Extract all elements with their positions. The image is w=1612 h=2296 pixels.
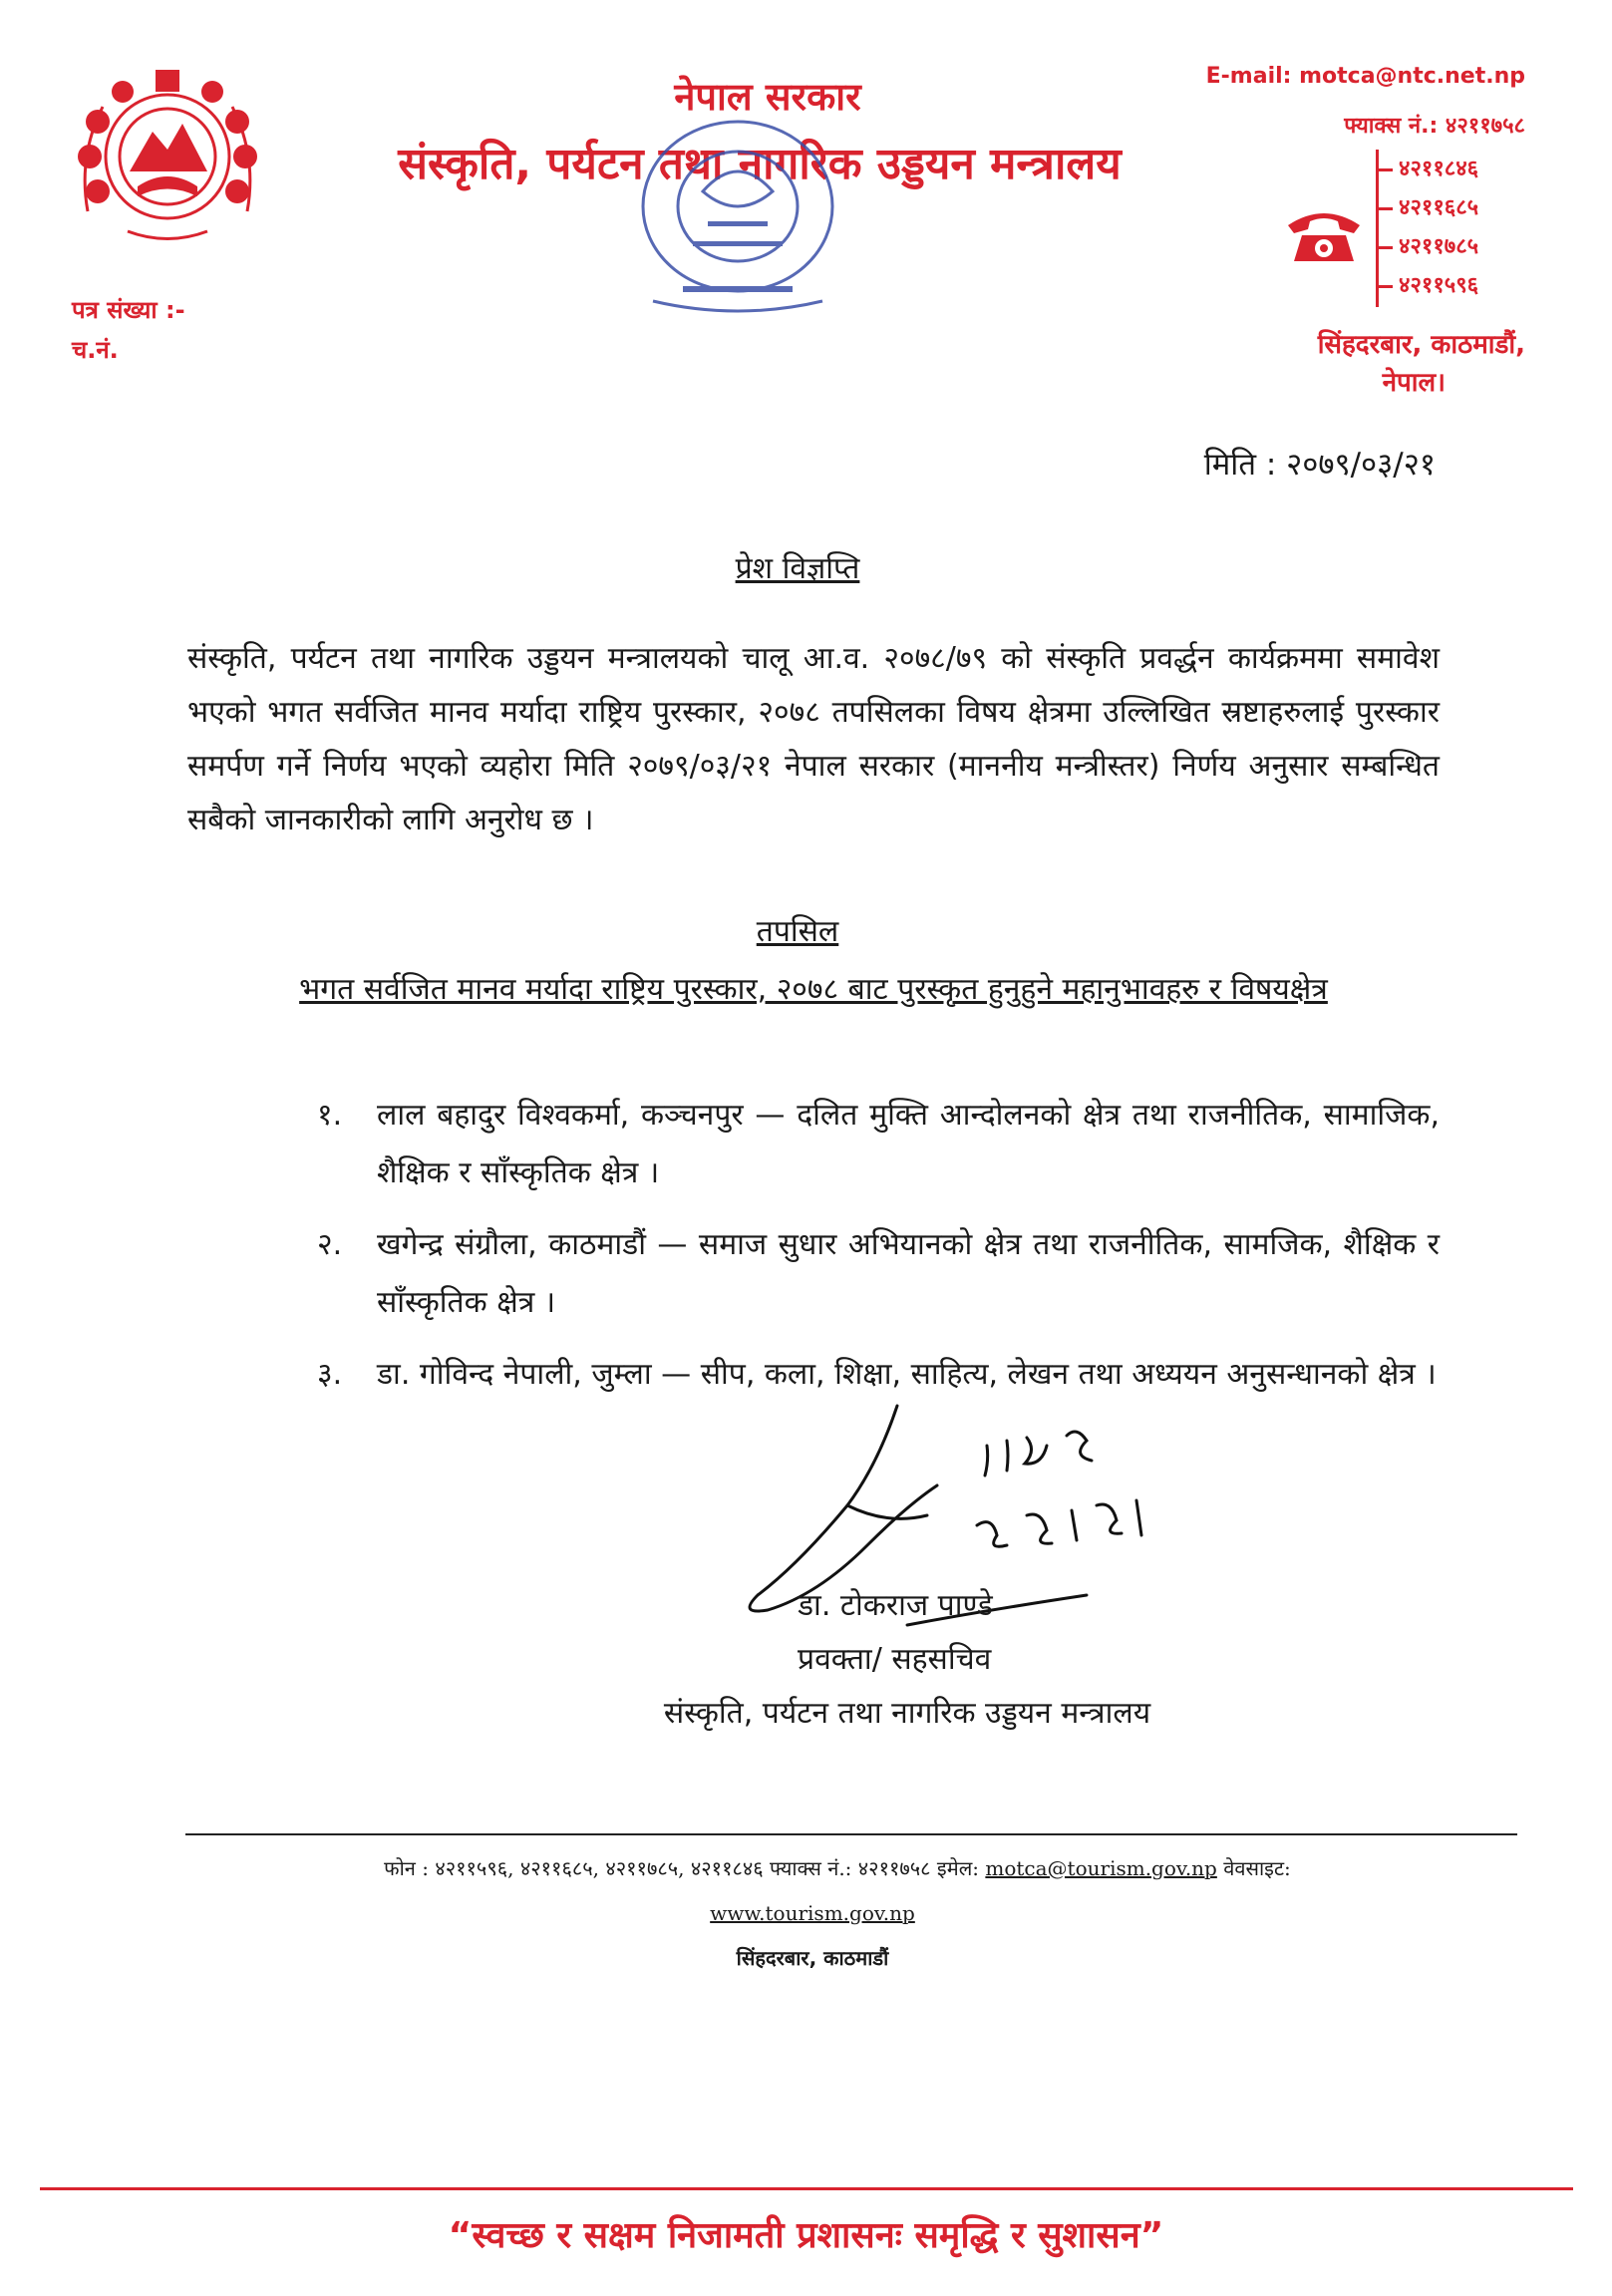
list-item-number: ३. xyxy=(317,1357,343,1392)
dispatch-number-label: च.नं. xyxy=(72,336,119,364)
ministry-name: संस्कृति, पर्यटन तथा नागरिक उड्डयन मन्त्रालय xyxy=(398,139,1122,189)
ministry-seal-icon xyxy=(613,112,862,331)
list-item-text: खगेन्द्र संग्रौला, काठमाडौं — समाज सुधार अभियानको क्षेत्र तथा राजनीतिक, सामजिक, शैक्षिक र साँस्कृतिक क्षेत्र । xyxy=(377,1227,1440,1320)
signer-post: प्रवक्ता/ सहसचिव xyxy=(798,1642,992,1677)
letter-date: मिति : २०७९/०३/२१ xyxy=(1203,447,1436,483)
list-item-text: डा. गोविन्द नेपाली, जुम्ला — सीप, कला, शिक्षा, साहित्य, लेखन तथा अध्ययन अनुसन्धानको क्षेत्र । xyxy=(377,1357,1437,1392)
letter-number-label: पत्र संख्या :- xyxy=(72,296,185,324)
ministry-country: नेपाल। xyxy=(1382,368,1446,398)
footer-website-link[interactable]: www.tourism.gov.np xyxy=(710,1901,915,1925)
ministry-fax: फ्याक्स नं.: ४२११७५८ xyxy=(1344,114,1525,139)
list-item-number: २. xyxy=(317,1227,343,1262)
signer-name: डा. टोकराज पाण्डे xyxy=(798,1588,993,1623)
footer-contact xyxy=(150,1854,1525,1881)
footer-website-label: वेवसाइट: xyxy=(1223,1856,1291,1880)
list-item xyxy=(317,1087,1440,1202)
ministry-address: सिंहदरबार, काठमाडौं, xyxy=(1317,330,1525,360)
government-title: नेपाल सरकार xyxy=(674,75,861,119)
footer-address: सिंहदरबार, काठमाडौं xyxy=(736,1946,889,1970)
ministry-email: E-mail: motca@ntc.net.np xyxy=(1205,64,1525,89)
awardee-list xyxy=(317,1087,1440,1418)
list-item-number: १. xyxy=(317,1098,343,1133)
government-emblem-icon xyxy=(68,62,267,251)
list-item xyxy=(317,1216,1440,1332)
signer-organization: संस्कृति, पर्यटन तथा नागरिक उड्डयन मन्त्रालय xyxy=(663,1696,1151,1731)
page-title: प्रेश विज्ञप्ति xyxy=(735,551,860,586)
footer-divider xyxy=(185,1833,1517,1835)
details-subtitle: भगत सर्वजित मानव मर्यादा राष्ट्रिय पुरस्कार, २०७८ बाट पुरस्कृत हुनुहुने महानुभावहरु र विषयक्षेत्र xyxy=(299,972,1328,1007)
phone-number: ४२११५९६ xyxy=(1379,266,1538,305)
list-item-text: लाल बहादुर विश्वकर्मा, कञ्चनपुर — दलित मुक्ति आन्दोलनको क्षेत्र तथा राजनीतिक, सामाजिक, शैक्षिक र साँस्कृतिक क्षेत्र । xyxy=(377,1098,1440,1190)
telephone-icon xyxy=(1284,205,1364,265)
slogan: “स्वच्छ र सक्षम निजामती प्रशासनः समृद्धि र सुशासन” xyxy=(448,2215,1164,2256)
phone-number: ४२११७८५ xyxy=(1379,227,1538,266)
slogan-divider xyxy=(40,2187,1573,2190)
footer-email-link[interactable]: motca@tourism.gov.np xyxy=(985,1856,1217,1880)
details-heading: तपसिल xyxy=(756,914,839,949)
footer-contact-text: फोन : ४२११५९६, ४२११६८५, ४२११७८५, ४२११८४६ फ्याक्स नं.: ४२११७५८ इमेल: xyxy=(384,1856,980,1880)
press-release-body: संस्कृति, पर्यटन तथा नागरिक उड्डयन मन्त्रालयको चालू आ.व. २०७८/७९ को संस्कृति प्रवर्द्धन कार्यक्रममा समावेश भएको भगत सर्वजित मानव मर्यादा राष्ट्रिय पुरस्कार, २०७८ तपसिलका विषय क्षेत्रमा उल्लिखित स्रष्टाहरुलाई पुरस्कार समर्पण गर्ने निर्णय भएको व्यहोरा मिति २०७९/०३/२१ नेपाल सरकार (माननीय मन्त्रीस्तर) निर्णय अनुसार सम्बन्धित सबैको जानकारीको लागि अनुरोध छ । xyxy=(187,641,1440,837)
phone-number: ४२११८४६ xyxy=(1379,150,1538,188)
phone-number-list xyxy=(1376,150,1538,307)
phone-number: ४२११६८५ xyxy=(1379,188,1538,227)
